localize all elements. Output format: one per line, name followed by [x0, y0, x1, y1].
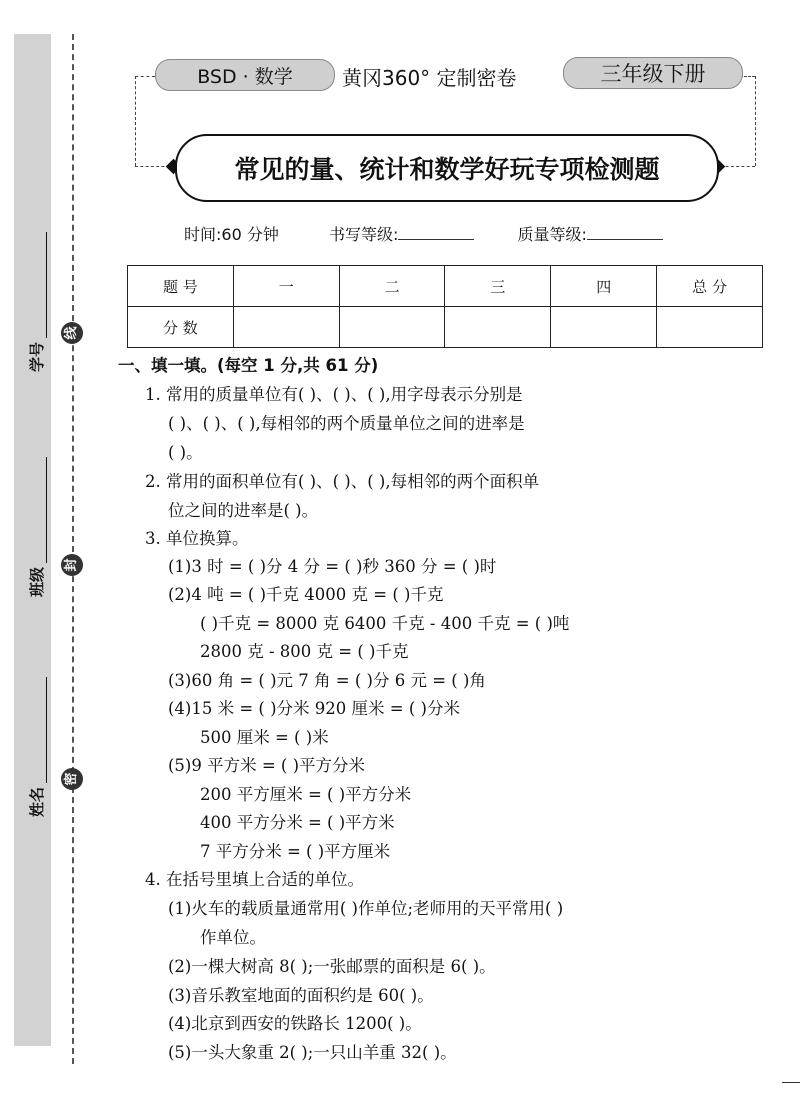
question-line: (1)3 时 = ( )分 4 分 = ( )秒 360 分 = ( )时 — [168, 557, 497, 576]
time-label: 时间:60 分钟 — [184, 225, 279, 244]
exam-meta — [184, 222, 701, 245]
student-id-field[interactable] — [23, 232, 47, 372]
question-line: (5)9 平方米 = ( )平方分米 — [168, 756, 366, 775]
class-blank[interactable] — [28, 457, 47, 563]
question-line: 3. 单位换算。 — [145, 529, 249, 548]
score-cell[interactable] — [657, 307, 763, 348]
section-heading: 一、填一填。(每空 1 分,共 61 分) — [118, 356, 379, 375]
question-line: ( )、( )、( ),每相邻的两个质量单位之间的进率是 — [168, 414, 525, 433]
question-line: 4. 在括号里填上合适的单位。 — [145, 870, 364, 889]
table-header-cell: 题 号 — [128, 266, 234, 307]
table-row — [128, 307, 763, 348]
name-field[interactable] — [23, 677, 47, 817]
seal-seal-mark: 封 — [61, 554, 83, 576]
header-dash — [755, 76, 756, 166]
table-header-cell: 一 — [233, 266, 339, 307]
student-id-blank[interactable] — [28, 232, 47, 338]
table-row — [128, 266, 763, 307]
question-line: (2)4 吨 = ( )千克 4000 克 = ( )千克 — [168, 585, 444, 604]
question-line: ( )。 — [168, 443, 203, 462]
question-line: (2)一棵大树高 8( );一张邮票的面积是 6( )。 — [168, 957, 496, 976]
question-line: 500 厘米 = ( )米 — [200, 728, 329, 747]
brand-text: 黄冈360° 定制密卷 — [342, 66, 517, 90]
question-line: ( )千克 = 8000 克 6400 千克 - 400 千克 = ( )吨 — [200, 614, 570, 633]
seal-line-mark: 线 — [61, 322, 83, 344]
grade-badge: 三年级下册 — [563, 57, 743, 89]
subject-badge: BSD · 数学 — [155, 59, 335, 91]
question-line: 1. 常用的质量单位有( )、( )、( ),用字母表示分别是 — [145, 385, 523, 404]
quality-grade-label: 质量等级: — [517, 225, 587, 244]
table-header-cell: 二 — [339, 266, 445, 307]
question-line: 200 平方厘米 = ( )平方分米 — [200, 785, 412, 804]
student-id-label: 学号 — [28, 341, 46, 372]
score-cell[interactable] — [551, 307, 657, 348]
question-line: (4)北京到西安的铁路长 1200( )。 — [168, 1014, 422, 1033]
question-line: (3)音乐教室地面的面积约是 60( )。 — [168, 986, 434, 1005]
name-blank[interactable] — [28, 677, 47, 783]
question-line: 7 平方分米 = ( )平方厘米 — [200, 842, 391, 861]
question-line: (3)60 角 = ( )元 7 角 = ( )分 6 元 = ( )角 — [168, 671, 486, 690]
binding-dashed-line — [72, 34, 74, 1064]
class-field[interactable] — [23, 457, 47, 597]
score-cell[interactable] — [233, 307, 339, 348]
header-dash — [135, 76, 136, 166]
name-label: 姓名 — [28, 786, 46, 817]
header-dash — [135, 76, 155, 77]
page-title: 常见的量、统计和数学好玩专项检测题 — [175, 134, 719, 202]
writing-grade-blank[interactable] — [398, 225, 474, 240]
question-line: 2. 常用的面积单位有( )、( )、( ),每相邻的两个面积单 — [145, 472, 540, 491]
question-line: (4)15 米 = ( )分米 920 厘米 = ( )分米 — [168, 699, 460, 718]
class-label: 班级 — [28, 566, 46, 597]
question-line: 作单位。 — [200, 928, 266, 947]
page-edge-mark — [782, 1082, 800, 1083]
question-line: (5)一头大象重 2( );一只山羊重 32( )。 — [168, 1043, 457, 1062]
question-line: (1)火车的载质量通常用( )作单位;老师用的天平常用( ) — [168, 899, 564, 918]
score-cell[interactable] — [445, 307, 551, 348]
question-line: 2800 克 - 800 克 = ( )千克 — [200, 642, 409, 661]
question-line: 位之间的进率是( )。 — [168, 501, 319, 520]
table-header-cell: 总 分 — [657, 266, 763, 307]
score-cell[interactable] — [339, 307, 445, 348]
score-row-label: 分 数 — [128, 307, 234, 348]
question-line: 400 平方分米 = ( )平方米 — [200, 813, 395, 832]
table-header-cell: 三 — [445, 266, 551, 307]
writing-grade-label: 书写等级: — [329, 225, 399, 244]
quality-grade-blank[interactable] — [587, 225, 663, 240]
table-header-cell: 四 — [551, 266, 657, 307]
score-table — [127, 265, 763, 348]
seal-mi-mark: 密 — [61, 768, 83, 790]
